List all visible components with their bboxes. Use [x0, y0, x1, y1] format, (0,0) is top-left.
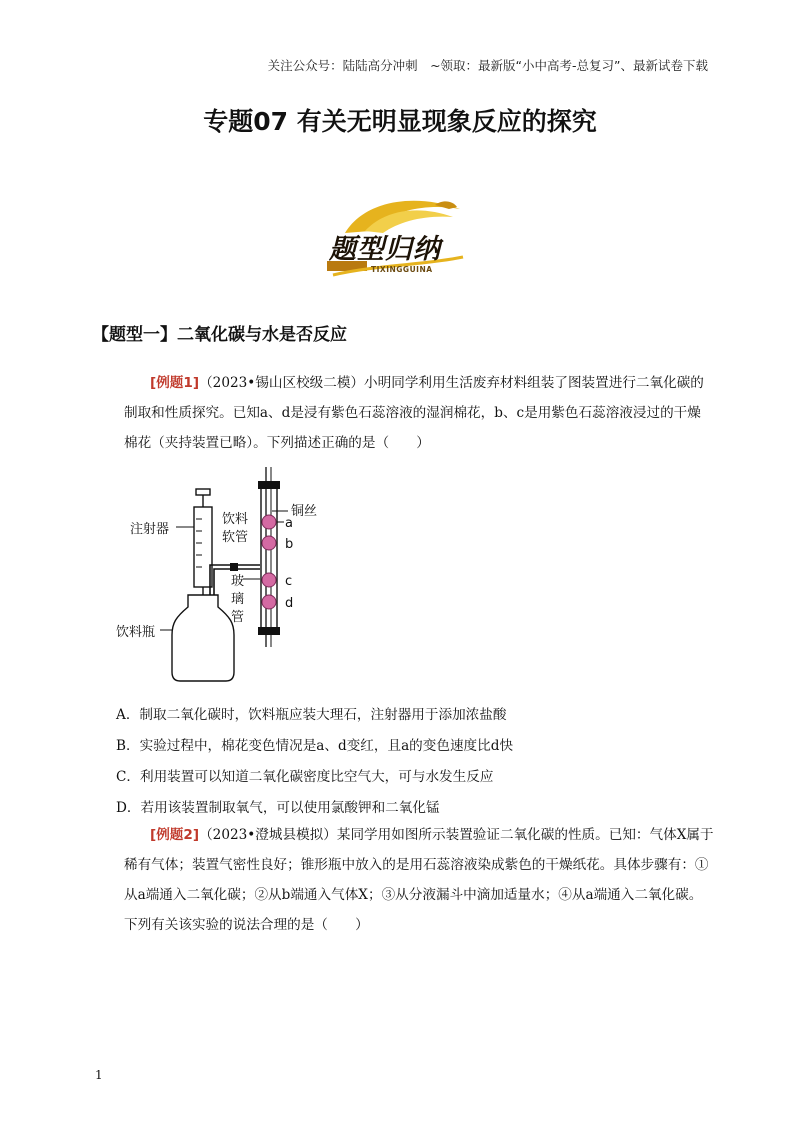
- label-point-d: d: [285, 596, 294, 611]
- label-tube-2: 软管: [222, 530, 249, 545]
- example-1: [124, 368, 714, 458]
- page-title: 专题07 有关无明显现象反应的探究: [203, 107, 597, 136]
- label-glass-1: 玻: [231, 574, 245, 589]
- label-bottle: 饮料瓶: [116, 625, 156, 640]
- page-number: 1: [95, 1068, 103, 1082]
- option-c: C．利用装置可以知道二氧化碳密度比空气大，可与水发生反应: [116, 769, 494, 785]
- example-1-label: [例题1]: [150, 375, 200, 391]
- label-syringe: 注射器: [130, 522, 170, 537]
- label-copper-wire: 铜丝: [291, 504, 318, 519]
- example-2: [124, 820, 714, 940]
- option-a: A．制取二氧化碳时，饮料瓶应装大理石，注射器用于添加浓盐酸: [116, 707, 507, 723]
- section-heading: 【题型一】二氧化碳与水是否反应: [92, 325, 347, 345]
- label-glass-2: 璃: [231, 592, 245, 607]
- page-header: 关注公众号：陆陆高分冲刺 ~领取：最新版“小中高考-总复习”、最新试卷下载: [267, 58, 708, 73]
- label-point-c: c: [285, 574, 293, 589]
- option-d: D．若用该装置制取氧气，可以使用氯酸钾和二氧化锰: [116, 800, 440, 816]
- option-b: B．实验过程中，棉花变色情况是a、d变红，且a的变色速度比d快: [116, 738, 514, 754]
- label-point-b: b: [285, 537, 294, 552]
- logo: [325, 195, 465, 285]
- label-point-a: a: [285, 516, 293, 531]
- example-2-label: [例题2]: [150, 827, 200, 843]
- example-1-text: （2023•锡山区校级二模）小明同学利用生活废弃材料组装了图装置进行二氧化碳的制取和性质探究。已知a、d是浸有紫色石蕊溶液的湿润棉花，b、c是用紫色石蕊溶液浸过的干燥棉花（夹持装置已略）。下列描述正确的是（ ）: [124, 375, 704, 451]
- logo-subtitle: TIXINGGUINA: [371, 265, 433, 274]
- example-2-text: （2023•澄城县模拟）某同学用如图所示装置验证二氧化碳的性质。已知：气体X属于稀有气体；装置气密性良好；锥形瓶中放入的是用石蕊溶液染成紫色的干燥纸花。具体步骤有：①从a端通入二氧化碳；②从b端通入气体X；③从分液漏斗中滴加适量水；④从a端通入二氧化碳。下列有关该实验的说法合理的是（ ）: [124, 827, 714, 933]
- logo-title: 题型归纳: [329, 234, 441, 265]
- label-glass-3: 管: [231, 610, 245, 625]
- label-tube-1: 饮料: [222, 512, 249, 527]
- apparatus-diagram: [110, 467, 370, 692]
